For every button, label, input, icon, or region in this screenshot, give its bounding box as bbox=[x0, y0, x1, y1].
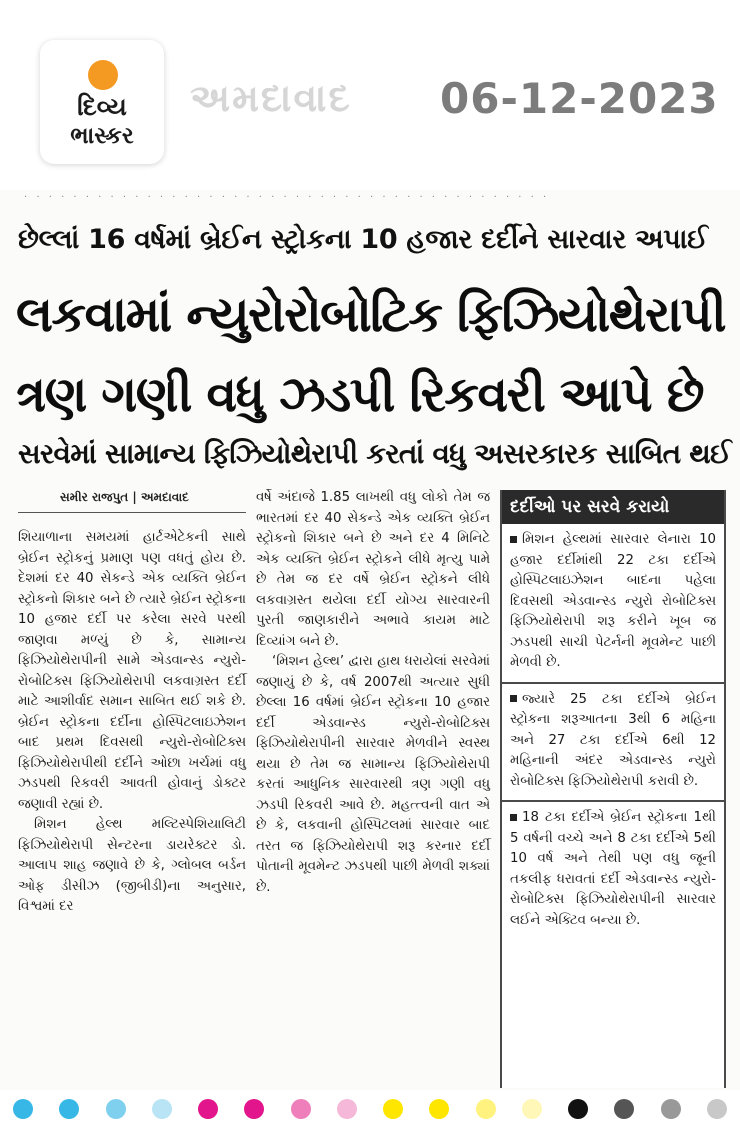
edition-date: 06-12-2023 bbox=[440, 74, 719, 123]
sidebar-item-text: મિશન હેલ્થમાં સારવાર લેનારા 10 હજાર દર્દીમાંથી 22 ટકા દર્દીએ હોસ્પિટલાઇઝેશન બાદના પહેલા દિવસથી એડવાન્સ્ડ ન્યુરો રોબોટિક્સ ફિઝિયોથેરાપી શરૂ કરીને ખૂબ જ ઝડપથી સાચી પેટર્નની મૂવમેન્ટ પાછી મેળવી છે. bbox=[510, 532, 716, 670]
kicker-headline: છેલ્લાં 16 વર્ષમાં બ્રેઈન સ્ટ્રોકના 10 હજાર દર્દીને સારવાર અપાઈ bbox=[18, 224, 708, 255]
color-swatch bbox=[661, 1099, 681, 1119]
sidebar-item bbox=[502, 524, 724, 684]
cut-off-previous-text: · · · · · · · · · · · · · · · · · · · · · · · · · · · · · · · · · · · · · · · · · · · bbox=[24, 192, 550, 203]
sub-headline: સરવેમાં સામાન્ય ફિઝિયોથેરાપી કરતાં વધુ અસરકારક સાબિત થઈ bbox=[18, 437, 731, 470]
bullet-icon bbox=[510, 695, 517, 702]
paragraph: મિશન હેલ્થ મલ્ટિસ્પેશિયાલિટી ફિઝિયોથેરાપી સેન્ટરના ડાયરેક્ટર ડો. આલાપ શાહ જણાવે છે કે, ગ્લોબલ બર્ડન ઓફ ડીસીઝ (જીબીડી)ના અનુસાર, વિશ્વમાં દર bbox=[18, 817, 246, 914]
byline: સમીર રાજપુત | અમદાવાદ bbox=[60, 490, 189, 504]
edition-city: અમદાવાદ bbox=[190, 76, 352, 120]
color-swatch bbox=[337, 1099, 357, 1119]
color-swatch bbox=[152, 1099, 172, 1119]
color-swatch bbox=[429, 1099, 449, 1119]
main-headline-line2: ત્રણ ગણી વધુ ઝડપી રિકવરી આપે છે bbox=[16, 366, 703, 423]
app-header bbox=[0, 0, 740, 190]
color-swatch bbox=[707, 1099, 727, 1119]
color-swatch bbox=[13, 1099, 33, 1119]
color-swatch bbox=[614, 1099, 634, 1119]
sidebar-item bbox=[502, 684, 724, 803]
bullet-icon bbox=[510, 536, 517, 543]
sidebar-item-text: જ્યારે 25 ટકા દર્દીએ બ્રેઈન સ્ટ્રોકના શરૂઆતના 3થી 6 મહિના અને 27 ટકા દર્દીએ 6થી 12 મહિનાની અંદર એડવાન્સ્ડ ન્યુરો રોબોટિક્સ ફિઝિયોથેરાપી કરાવી છે. bbox=[510, 691, 716, 789]
paragraph: ‘મિશન હેલ્થ’ દ્વારા હાથ ધરાયેલાં સરવેમાં જણાયું છે કે, વર્ષ 2007થી અત્યાર સુધી છેલ્લા 16 વર્ષમાં બ્રેઈન સ્ટ્રોકના 10 હજાર દર્દી એડવાન્સ્ડ ન્યુરો-રોબોટિક્સ ફિઝિયોથેરાપીની સારવાર મેળવીને સ્વસ્થ થયા છે તેમ જ સામાન્ય ફિઝિયોથેરાપી કરતાં આધુનિક સારવારથી ત્રણ ગણી વધુ ઝડપી રિકવરી આવે છે. મહત્ત્વની વાત એ છે કે, લકવાની હોસ્પિટલમાં સારવાર બાદ તરત જ ફિઝિયોથેરાપી શરૂ કરનાર દર્દી પોતાની મૂવમેન્ટ ઝડપથી પાછી મેળવી શક્યાં છે. bbox=[256, 654, 490, 895]
main-headline-line1: લકવામાં ન્યુરોરોબોટિક ફિઝિયોથેરાપી bbox=[16, 286, 726, 343]
color-swatch bbox=[59, 1099, 79, 1119]
article-column-2 bbox=[256, 488, 490, 898]
survey-sidebar bbox=[500, 490, 726, 1088]
sidebar-title: દર્દીઓ પર સરવે કરાયો bbox=[502, 490, 724, 524]
color-swatch bbox=[106, 1099, 126, 1119]
sidebar-item-text: 18 ટકા દર્દીએ બ્રેઈન સ્ટ્રોકના 1થી 5 વર્ષની વચ્ચે અને 8 ટકા દર્દીએ 5થી 10 વર્ષ અને તેથી પણ વધુ જૂની તકલીફ ધરાવતાં દર્દી એડવાન્સ્ડ ન્યુરો-રોબોટિક્સ ફિઝિયોથેરાપીની સારવાર લઈને એક્ટિવ બન્યા છે. bbox=[510, 810, 716, 928]
color-swatch bbox=[383, 1099, 403, 1119]
print-color-bar bbox=[0, 1093, 740, 1125]
sun-icon bbox=[88, 60, 118, 90]
color-swatch bbox=[568, 1099, 588, 1119]
article-column-1 bbox=[18, 528, 246, 918]
logo-text-line1: દિવ્ય bbox=[77, 92, 127, 121]
divya-bhaskar-logo bbox=[40, 40, 164, 164]
color-swatch bbox=[522, 1099, 542, 1119]
byline-divider bbox=[18, 512, 246, 513]
color-swatch bbox=[244, 1099, 264, 1119]
sidebar-item bbox=[502, 802, 724, 939]
paragraph: શિયાળાના સમયમાં હાર્ટએટેકની સાથે બ્રેઈન સ્ટ્રોકનું પ્રમાણ પણ વધતું હોય છે. દેશમાં દર 40 સેકન્ડે એક વ્યક્તિ બ્રેઈન સ્ટ્રોકનો શિકાર બને છે ત્યારે બ્રેઈન સ્ટ્રોકના 10 હજાર દર્દી પર કરેલા સરવે પરથી જાણવા મળ્યું છે કે, સામાન્ય ફિઝિયોથેરાપીની સામે એડવાન્સ્ડ ન્યુરો-રોબોટિક્સ ફિઝિયોથેરાપી લકવાગ્રસ્ત દર્દી માટે આશીર્વાદ સમાન સાબિત થઈ શકે છે. બ્રેઈન સ્ટ્રોકના દર્દીના હોસ્પિટલાઇઝેશન બાદ પ્રથમ દિવસથી ન્યુરો-રોબોટિક્સ ફિઝિયોથેરાપીથી દર્દીને ઓછા ખર્ચમાં વધુ ઝડપથી રિકવરી આવતી હોવાનું ડોક્ટર જણાવી રહ્યાં છે. bbox=[18, 530, 246, 812]
logo-text-line2: ભાસ્કર bbox=[70, 123, 134, 149]
color-swatch bbox=[291, 1099, 311, 1119]
paragraph: વર્ષે અંદાજે 1.85 લાખથી વધુ લોકો તેમ જ ભારતમાં દર 40 સેકન્ડે એક વ્યક્તિ બ્રેઈન સ્ટ્રોકનો શિકાર બને છે અને દર 4 મિનિટે એક વ્યક્તિ બ્રેઈન સ્ટ્રોકને લીધે મૃત્યુ પામે છે તેમ જ દર વર્ષે બ્રેઈન સ્ટ્રોકને લીધે લકવાગ્રસ્ત થયેલા દર્દી યોગ્ય સારવારની પુરતી જાણકારીને અભાવે કાયમ માટે દિવ્યાંગ બને છે. bbox=[256, 490, 490, 649]
bullet-icon bbox=[510, 814, 517, 821]
color-swatch bbox=[476, 1099, 496, 1119]
color-swatch bbox=[198, 1099, 218, 1119]
newspaper-clipping bbox=[0, 190, 740, 1090]
